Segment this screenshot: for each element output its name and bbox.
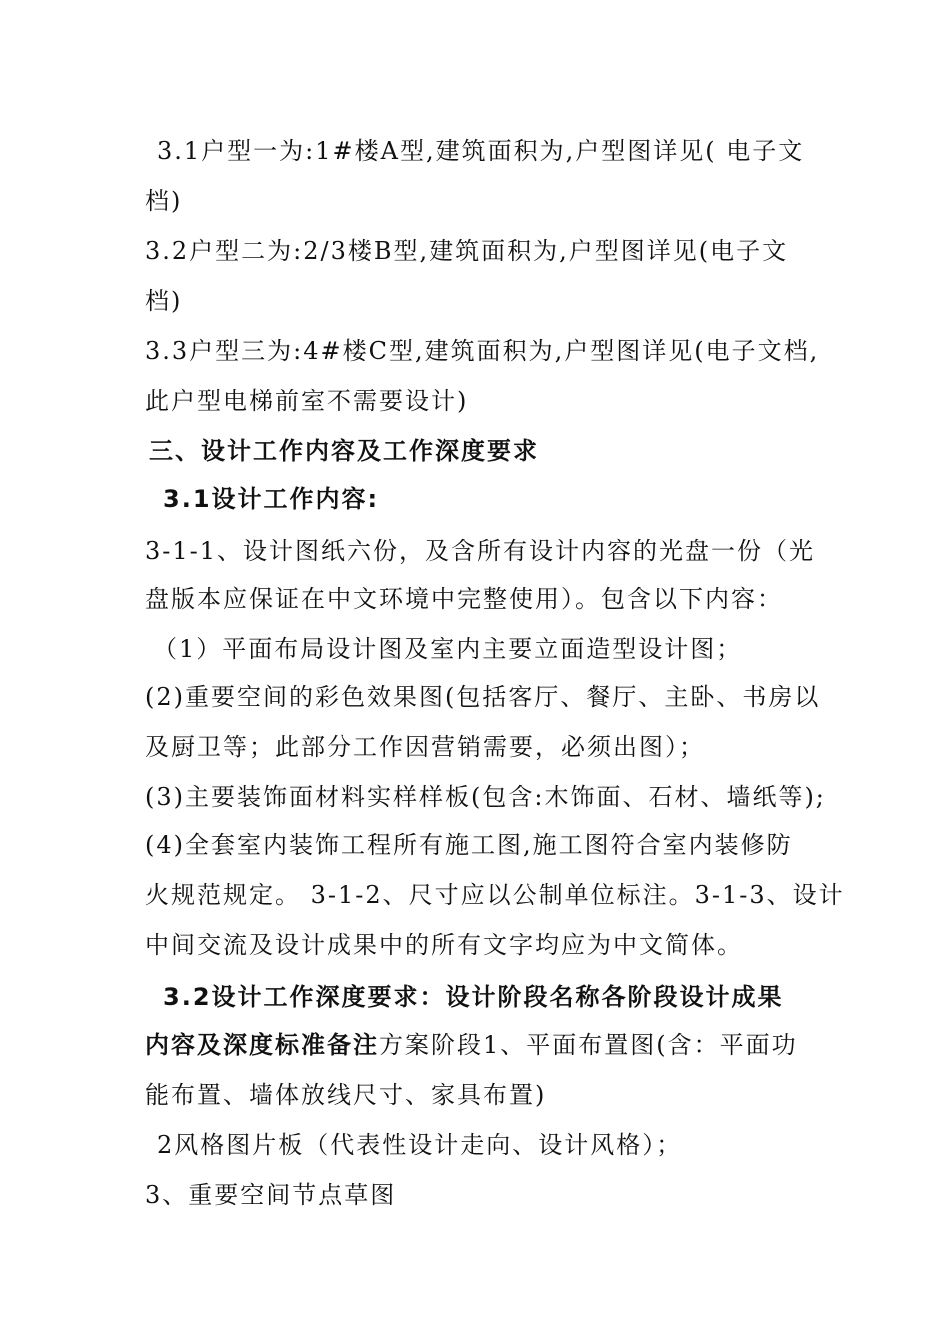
paragraph-line: 盘版本应保证在中文环境中完整使用）。包含以下内容： — [145, 585, 783, 613]
subsection-heading: 3.2设计工作深度要求：设计阶段名称各阶段设计成果 — [163, 983, 784, 1011]
list-item: (2)重要空间的彩色效果图(包括客厅、餐厅、主卧、书房以 — [145, 683, 821, 711]
subsection-heading: 3.1设计工作内容: — [163, 485, 380, 513]
paragraph-line — [145, 1030, 798, 1060]
paragraph-line: 3.3户型三为:4#楼C型,建筑面积为,户型图详见(电子文档, — [145, 337, 820, 365]
list-item: (3)主要装饰面材料实样样板(包含:木饰面、石材、墙纸等); — [145, 783, 826, 811]
paragraph-line: 3.2户型二为:2/3楼B型,建筑面积为,户型图详见(电子文 — [145, 237, 789, 265]
paragraph-line: 及厨卫等；此部分工作因营销需要，必须出图）； — [145, 733, 705, 761]
paragraph-line: 火规范规定。 3-1-2、尺寸应以公制单位标注。3-1-3、设计 — [145, 881, 845, 909]
paragraph-line: 3.1户型一为:1#楼A型,建筑面积为,户型图详见( 电子文 — [157, 137, 805, 165]
paragraph-line: 中间交流及设计成果中的所有文字均应为中文简体。 — [145, 931, 743, 959]
paragraph-line: 档) — [145, 287, 183, 315]
list-item: 2风格图片板（代表性设计走向、设计风格）； — [157, 1131, 683, 1159]
paragraph-line: 此户型电梯前室不需要设计) — [145, 387, 469, 415]
list-item: (4)全套室内装饰工程所有施工图,施工图符合室内装修防 — [145, 831, 793, 859]
section-heading: 三、设计工作内容及工作深度要求 — [149, 437, 539, 465]
paragraph-text: 方案阶段1、平面布置图(含：平面功 — [379, 1031, 798, 1059]
list-item: 3、重要空间节点草图 — [145, 1181, 397, 1209]
paragraph-line: 能布置、墙体放线尺寸、家具布置) — [145, 1081, 547, 1109]
paragraph-line: 3-1-1、设计图纸六份，及含所有设计内容的光盘一份（光 — [145, 537, 816, 565]
paragraph-line: 档) — [145, 187, 183, 215]
heading-continuation: 内容及深度标准备注 — [145, 1031, 379, 1059]
list-item: （1）平面布局设计图及室内主要立面造型设计图； — [153, 635, 743, 663]
